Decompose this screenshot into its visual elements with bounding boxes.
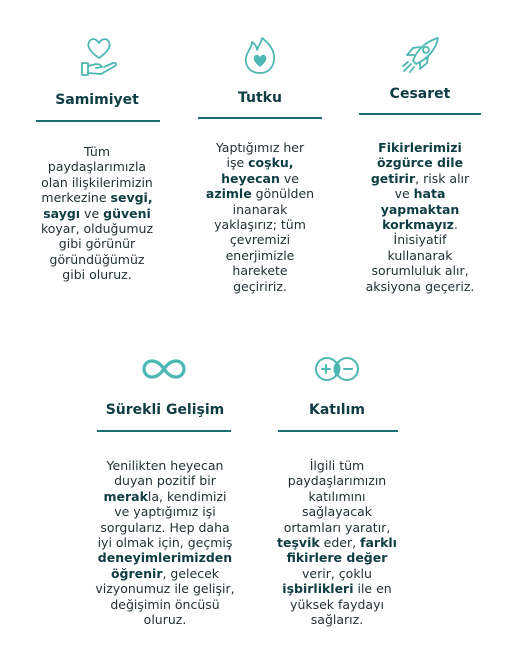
value-title: Katılım — [309, 402, 365, 418]
text-run: koyar, olduğumuz — [40, 221, 154, 237]
text-run: ve — [394, 186, 414, 202]
description-line — [85, 520, 245, 535]
hand-heart-icon — [79, 36, 119, 78]
title-underline — [359, 113, 481, 115]
emphasis-text: getirir — [370, 170, 416, 186]
emphasis-text: fikirlere değer — [286, 550, 388, 566]
emphasis-text: öğrenir — [110, 565, 163, 581]
value-title: Cesaret — [389, 86, 451, 102]
value-card-samimiyet — [22, 30, 172, 300]
description-line — [262, 458, 412, 473]
description-line — [22, 144, 172, 159]
text-run: çevremizi — [229, 232, 291, 248]
value-description — [262, 458, 412, 627]
text-run: kullanarak — [387, 247, 453, 263]
title-underline — [36, 120, 160, 122]
description-line — [345, 155, 495, 170]
description-line — [22, 159, 172, 174]
emphasis-text: merak — [103, 488, 148, 504]
description-line — [345, 186, 495, 201]
description-line — [190, 171, 330, 186]
value-title: Samimiyet — [55, 92, 139, 108]
text-run: eder, — [319, 535, 361, 551]
description-line — [85, 550, 245, 565]
value-card-cesaret — [345, 30, 495, 320]
description-line — [345, 171, 495, 186]
description-line — [190, 232, 330, 247]
text-run: Yaptığımız her — [215, 140, 305, 155]
text-run: İnisiyatif — [393, 232, 447, 248]
description-line — [22, 175, 172, 190]
text-run: verir, çoklu — [302, 565, 372, 581]
description-line — [262, 550, 412, 565]
description-line — [85, 458, 245, 473]
value-card-tutku — [190, 30, 330, 320]
description-line — [345, 279, 495, 294]
text-run: İlgili tüm — [309, 458, 365, 473]
text-run: gibi görünür — [58, 236, 136, 252]
value-card-katilim — [262, 350, 412, 650]
text-run: la, kendimizi — [147, 488, 227, 504]
description-line — [190, 279, 330, 294]
flame-heart-icon — [240, 36, 280, 76]
emphasis-text: yapmaktan — [380, 201, 460, 217]
infinity-icon — [140, 357, 188, 381]
description-line — [262, 597, 412, 612]
description-line — [345, 202, 495, 217]
description-line — [22, 236, 172, 251]
text-run: sorumluluk alır, — [371, 263, 469, 279]
emphasis-text: işbirlikleri — [282, 581, 354, 597]
text-run: sağlayacak — [301, 504, 373, 520]
emphasis-text: Fikirlerimizi — [378, 140, 462, 155]
text-run: katılımını — [308, 488, 366, 504]
text-run: paydaşlarımızla — [47, 159, 147, 175]
value-description — [190, 140, 330, 294]
description-line — [262, 473, 412, 488]
description-line — [190, 248, 330, 263]
text-run: Yenilikten heyecan — [106, 458, 224, 473]
description-line — [262, 581, 412, 596]
text-run: olan ilişkilerimizin — [41, 174, 153, 190]
text-run: geçiririz. — [233, 278, 287, 294]
text-run: gibi oluruz. — [62, 267, 132, 283]
description-line — [190, 155, 330, 170]
description-line — [345, 263, 495, 278]
title-underline — [97, 430, 231, 432]
value-description — [22, 144, 172, 283]
description-line — [262, 489, 412, 504]
emphasis-text: özgürce dile — [376, 155, 464, 171]
description-line — [85, 612, 245, 627]
description-line — [85, 581, 245, 596]
description-line — [22, 252, 172, 267]
description-line — [345, 140, 495, 155]
text-run: ve — [279, 170, 299, 186]
text-run: ile en — [353, 581, 392, 597]
description-line — [85, 566, 245, 581]
description-line — [85, 473, 245, 488]
plus-minus-icon — [312, 355, 362, 383]
title-underline — [198, 117, 322, 119]
text-run: paydaşlarımızın — [287, 473, 387, 489]
description-line — [345, 248, 495, 263]
description-line — [190, 217, 330, 232]
rocket-icon — [399, 35, 441, 75]
description-line — [85, 535, 245, 550]
emphasis-text: heyecan — [221, 170, 280, 186]
emphasis-text: deneyimlerimizden — [97, 550, 233, 566]
text-run: . — [453, 217, 458, 233]
text-run: , risk alır — [415, 170, 470, 186]
text-run: yüksek faydayı — [290, 596, 384, 612]
text-run: değişimin öncüsü — [110, 596, 220, 612]
value-description — [345, 140, 495, 294]
value-title: Tutku — [238, 90, 282, 106]
description-line — [262, 504, 412, 519]
text-run: göründüğümüz — [49, 251, 145, 267]
text-run: sağlarız. — [310, 612, 364, 628]
description-line — [85, 489, 245, 504]
description-line — [22, 190, 172, 205]
text-run: ortamları yaratır, — [283, 519, 391, 535]
text-run: sorgularız. Hep daha — [100, 519, 230, 535]
description-line — [85, 504, 245, 519]
text-run: yaklaşırız; tüm — [214, 217, 306, 233]
emphasis-text: farklı — [360, 535, 397, 551]
description-line — [190, 202, 330, 217]
description-line — [22, 206, 172, 221]
text-run: harekete — [232, 263, 288, 279]
text-run: enerjimizle — [225, 247, 295, 263]
emphasis-text: güveni — [103, 205, 151, 221]
description-line — [190, 140, 330, 155]
emphasis-text: saygı — [43, 205, 81, 221]
description-line — [262, 535, 412, 550]
value-card-surekli-gelisim — [85, 350, 245, 650]
emphasis-text: azimle — [205, 186, 252, 202]
text-run: inanarak — [232, 201, 288, 217]
text-run: vizyonumuz ile gelişir, — [95, 581, 235, 597]
emphasis-text: hata — [413, 186, 446, 202]
description-line — [22, 267, 172, 282]
text-run: , gelecek — [162, 565, 220, 581]
description-line — [262, 612, 412, 627]
description-line — [262, 520, 412, 535]
description-line — [190, 186, 330, 201]
emphasis-text: korkmayız — [382, 217, 454, 233]
emphasis-text: coşku, — [248, 155, 294, 171]
value-title: Sürekli Gelişim — [105, 402, 225, 418]
description-line — [345, 217, 495, 232]
emphasis-text: teşvik — [277, 535, 320, 551]
text-run: ve yaptığımız işi — [114, 504, 216, 520]
emphasis-text: sevgi, — [110, 190, 153, 206]
text-run: ve — [80, 205, 104, 221]
text-run: merkezine — [41, 190, 111, 206]
text-run: duyan pozitif bir — [114, 473, 216, 489]
text-run: iyi olmak için, geçmiş — [97, 535, 233, 551]
text-run: işe — [226, 155, 249, 171]
title-underline — [278, 430, 398, 432]
description-line — [85, 597, 245, 612]
description-line — [345, 232, 495, 247]
text-run: oluruz. — [143, 612, 187, 628]
text-run: gönülden — [251, 186, 315, 202]
text-run: Tüm — [83, 144, 111, 159]
description-line — [22, 221, 172, 236]
text-run: aksiyona geçeriz. — [365, 278, 475, 294]
value-description — [85, 458, 245, 627]
description-line — [190, 263, 330, 278]
description-line — [262, 566, 412, 581]
